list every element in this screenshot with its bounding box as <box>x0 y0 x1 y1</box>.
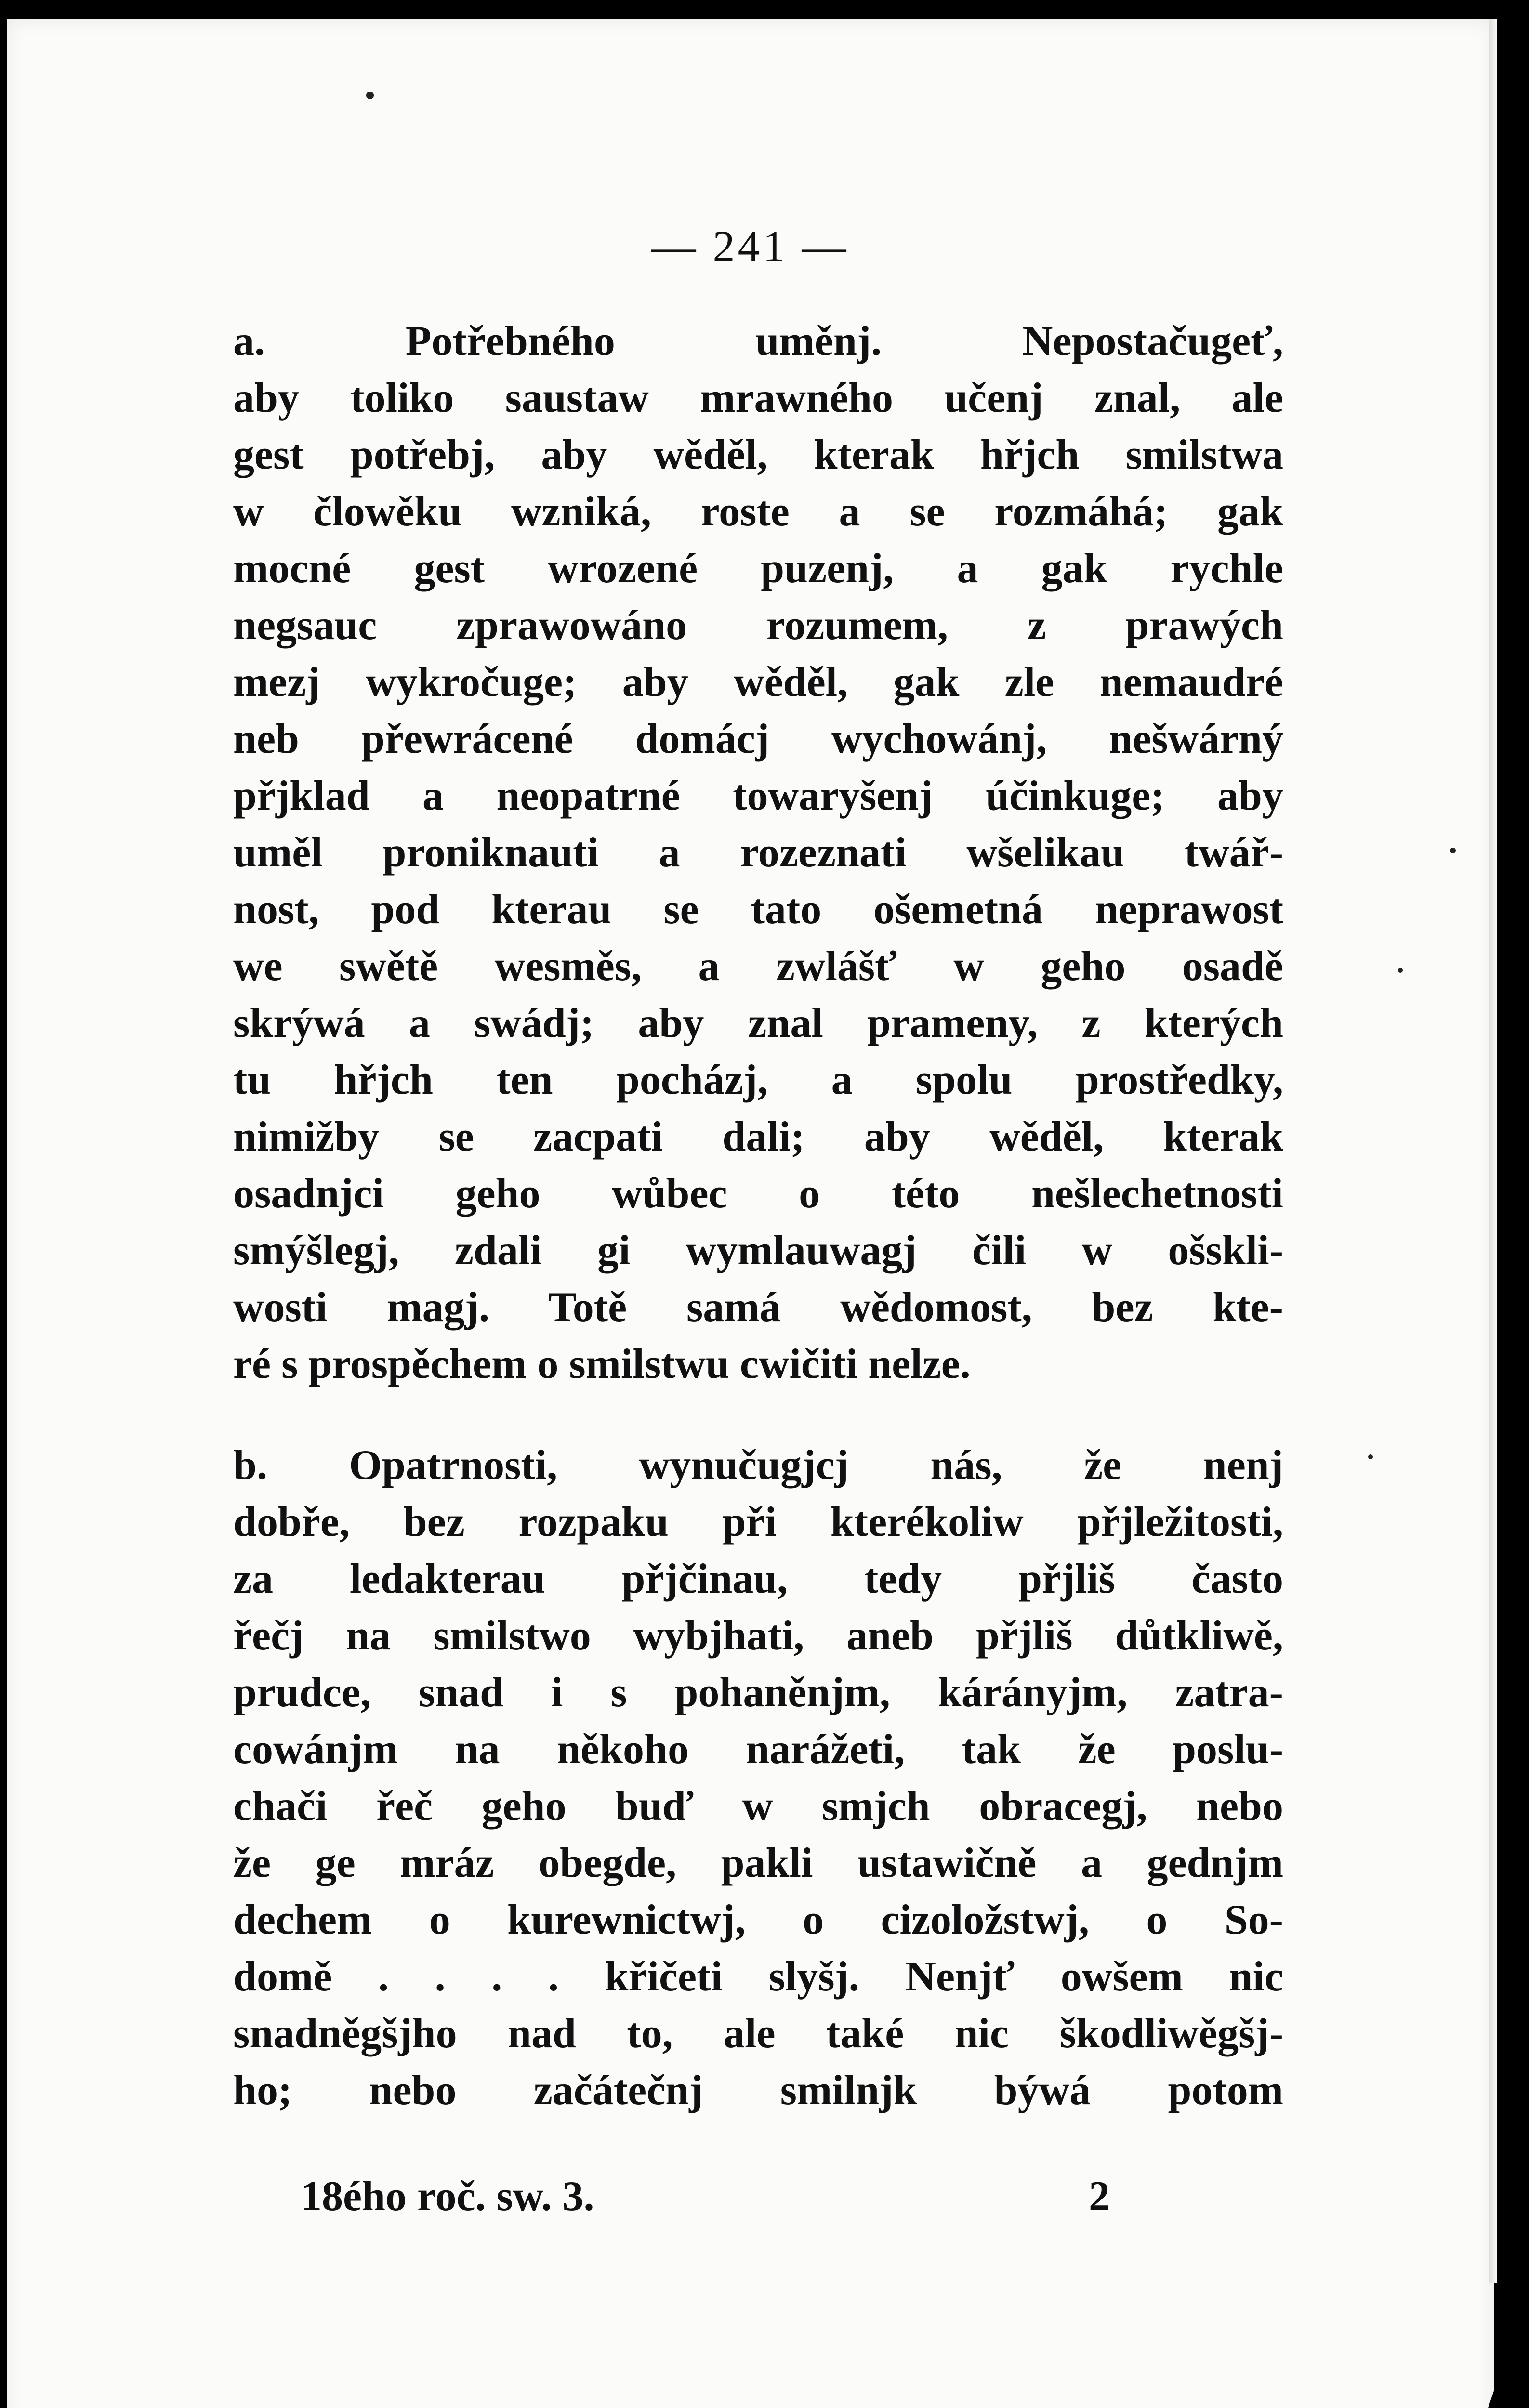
text-line: prudce, snad i s pohaněnjm, kárányjm, zatra- <box>233 1669 1283 1716</box>
text-line: dobře, bez rozpaku při kterékoliw přjležitosti, <box>233 1499 1283 1545</box>
scan-speck <box>1398 968 1403 973</box>
text-line: dechem o kurewnictwj, o cizoložstwj, o So- <box>233 1897 1283 1943</box>
text-line: wosti magj. Totě samá wědomost, bez kte- <box>233 1284 1283 1331</box>
text-line: uměl proniknauti a rozeznati wšelikau twář- <box>233 829 1283 876</box>
text-line: mocné gest wrozené puzenj, a gak rychle <box>233 545 1283 592</box>
text-line: snadněgšjho nad to, ale také nic škodliwěgšj- <box>233 2010 1283 2057</box>
text-line: a. Potřebného uměnj. Nepostačugeť, <box>233 318 1283 365</box>
text-line: ho; nebo začátečnj smilnjk býwá potom <box>233 2067 1283 2114</box>
text-line: negsauc zprawowáno rozumem, z prawých <box>233 602 1283 649</box>
text-line: neb přewrácené domácj wychowánj, nešwárný <box>233 716 1283 762</box>
scan-speck <box>1368 1454 1373 1459</box>
page-number-header: — 241 — <box>651 222 849 271</box>
text-line: řečj na smilstwo wybjhati, aneb přjliš důtkliwě, <box>233 1612 1283 1659</box>
text-line: domě . . . . křičeti slyšj. Nenjť owšem nic <box>233 1953 1283 2000</box>
text-line: přjklad a neopatrné towaryšenj účinkuge; aby <box>233 772 1283 819</box>
text-line: ré s prospěchem o smilstwu cwičiti nelze. <box>233 1341 971 1387</box>
scan-speck <box>366 92 374 99</box>
text-line: tu hřjch ten pocházj, a spolu prostředky, <box>233 1057 1283 1103</box>
text-line: skrýwá a swádj; aby znal prameny, z kterých <box>233 1000 1283 1047</box>
paragraph-gap <box>233 1393 1283 1437</box>
text-line: že ge mráz obegde, pakli ustawičně a gednjm <box>233 1840 1283 1886</box>
book-page <box>7 19 1494 2408</box>
scan-speck <box>1450 848 1456 853</box>
text-line: b. Opatrnosti, wynučugjcj nás, že nenj <box>233 1442 1283 1489</box>
text-line: smýšlegj, zdali gi wymlauwagj čili w ošskli- <box>233 1227 1283 1274</box>
text-line: we swětě wesměs, a zwlášť w geho osadě <box>233 943 1283 990</box>
gathering-number: 2 <box>1089 2173 1110 2220</box>
paragraph-a <box>233 313 1283 1393</box>
body-text <box>233 313 1283 2119</box>
page-gutter-shadow <box>1489 19 1497 2283</box>
text-line: osadnjci geho wůbec o této nešlechetnosti <box>233 1170 1283 1217</box>
text-line: gest potřebj, aby wěděl, kterak hřjch smilstwa <box>233 432 1283 478</box>
text-line: mezj wykročuge; aby wěděl, gak zle nemaudré <box>233 659 1283 706</box>
signature-mark: 18ého roč. sw. 3. <box>301 2173 594 2220</box>
text-line: cowánjm na někoho narážeti, tak že poslu- <box>233 1726 1283 1773</box>
text-line: w člowěku wzniká, roste a se rozmáhá; gak <box>233 488 1283 535</box>
text-line: aby toliko saustaw mrawného učenj znal, ale <box>233 375 1283 421</box>
text-line: chači řeč geho buď w smjch obracegj, nebo <box>233 1783 1283 1830</box>
text-line: za ledakterau přjčinau, tedy přjliš často <box>233 1556 1283 1602</box>
paragraph-b <box>233 1437 1283 2119</box>
text-line: nimižby se zacpati dali; aby wěděl, kterak <box>233 1113 1283 1160</box>
text-line: nost, pod kterau se tato ošemetná neprawost <box>233 886 1283 933</box>
